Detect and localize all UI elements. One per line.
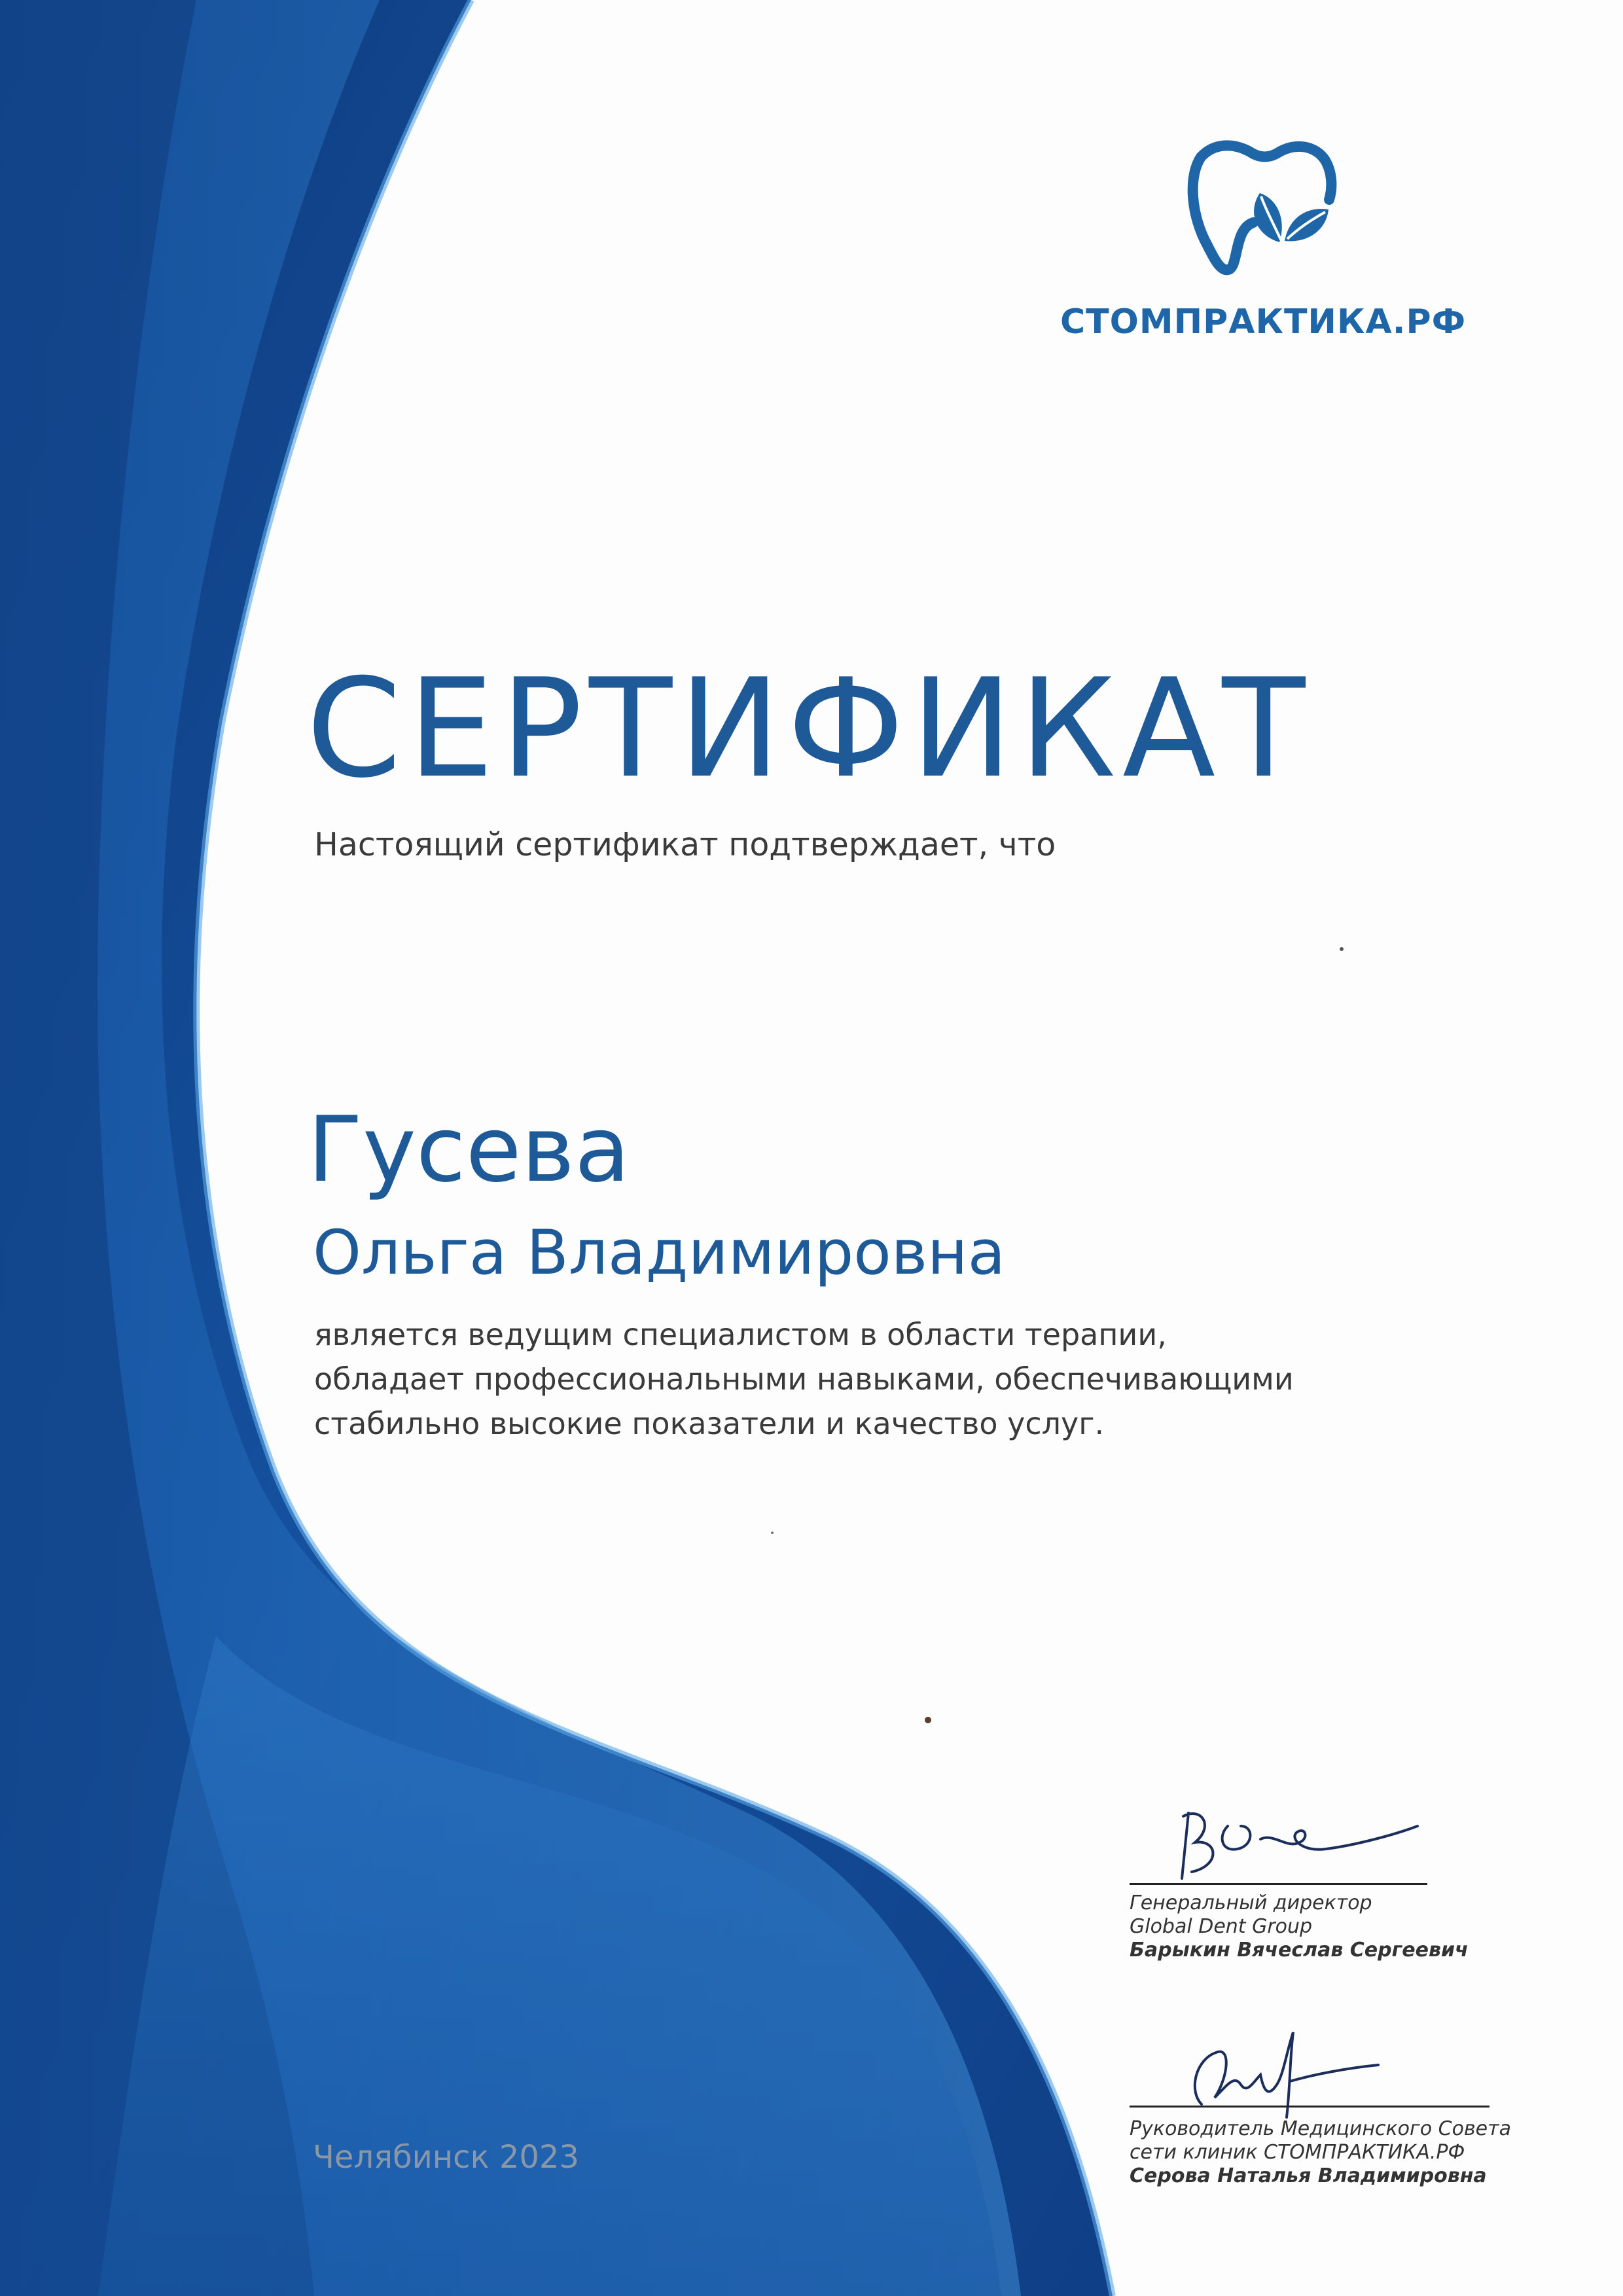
signatory-organization: сети клиник СТОМПРАКТИКА.РФ (1130, 2141, 1465, 2164)
signatory-role: Генеральный директор (1130, 1892, 1372, 1914)
recipient-given-names: Ольга Владимировна (313, 1217, 1006, 1289)
signatory-name: Серова Наталья Владимировна (1130, 2164, 1487, 2187)
recipient-surname: Гусева (308, 1097, 630, 1202)
city-year: Челябинск 2023 (313, 2139, 579, 2176)
signatory-caption (1130, 2117, 1511, 2188)
signatory-name: Барыкин Вячеслав Сергеевич (1130, 1939, 1469, 1962)
certificate-intro: Настоящий сертификат подтверждает, что (314, 826, 1056, 863)
signature-block-medical-council (1130, 2013, 1511, 2209)
signatory-organization: Global Dent Group (1130, 1915, 1313, 1938)
brand-logo (1060, 131, 1467, 353)
description-line: стабильно высокие показатели и качество услуг. (314, 1406, 1105, 1441)
description-line: является ведущим специалистом в области терапии, (314, 1317, 1167, 1352)
signature-line (1130, 2106, 1489, 2108)
tooth-with-leaves-icon (1181, 131, 1338, 281)
certificate-title: СЕРТИФИКАТ (306, 650, 1312, 808)
handwritten-signature (1156, 1787, 1431, 1885)
signature-block-director (1130, 1787, 1496, 1983)
signature-line (1130, 1883, 1427, 1885)
brand-name: СТОМПРАКТИКА.РФ (1060, 302, 1467, 342)
description-line: обладает профессиональными навыками, обеспечивающими (314, 1361, 1294, 1397)
signatory-caption (1130, 1892, 1469, 1962)
certificate-description (314, 1312, 1294, 1446)
signatory-role: Руководитель Медицинского Совета (1130, 2117, 1511, 2140)
